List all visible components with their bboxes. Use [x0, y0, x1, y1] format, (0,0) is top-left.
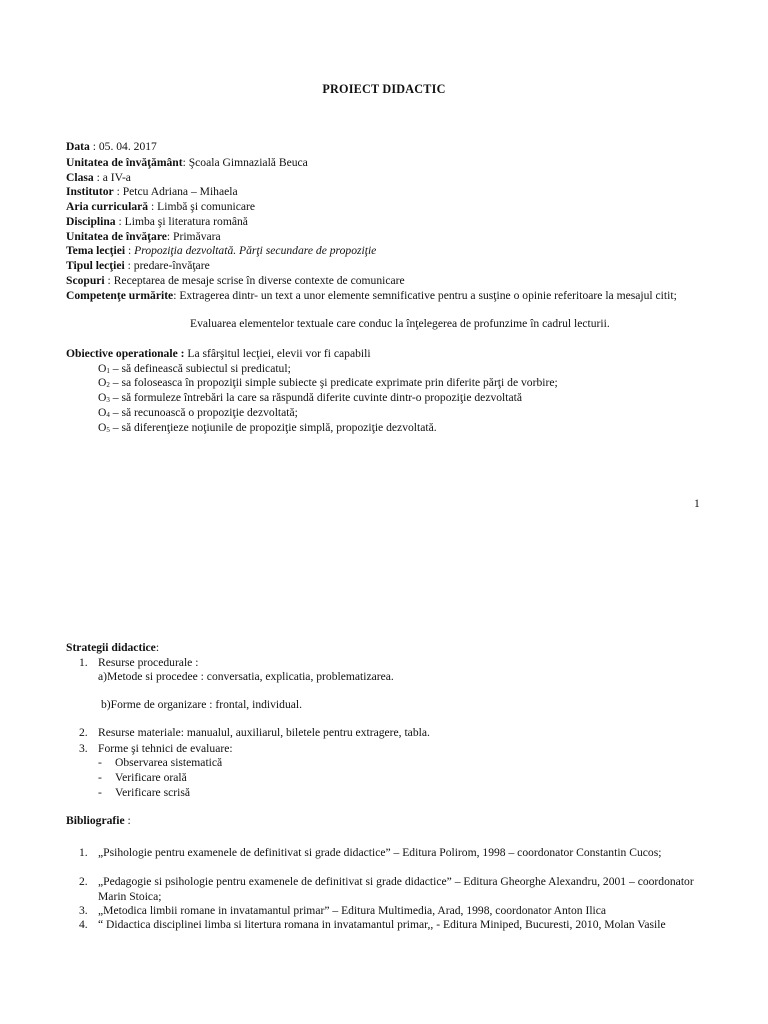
objective-item [98, 375, 558, 390]
field-unitatea-invatare [66, 229, 706, 244]
field-separator: : [115, 215, 125, 228]
field-value: Receptarea de mesaje scrise în diverse contexte de comunicare [113, 274, 405, 287]
field-separator: : [89, 140, 99, 153]
field-label: Clasa [66, 171, 94, 184]
field-separator: : [125, 244, 135, 257]
field-separator: : [113, 185, 123, 198]
page-title: PROIECT DIDACTIC [322, 82, 446, 96]
field-label: Competenţe urmărite [66, 289, 174, 302]
strategies-colon: : [155, 641, 160, 654]
objective-item [98, 405, 298, 420]
objective-index: 5 [106, 426, 110, 434]
evaluation-item: Verificare orală [115, 771, 187, 784]
field-value: Propoziţia dezvoltată. Părţi secundare de propoziţie [134, 244, 377, 257]
strategy-subitem: a)Metode si procedee : conversatia, explicatia, problematizarea. [98, 670, 394, 683]
objective-letter: O [98, 421, 107, 434]
objectives-intro: La sfârşitul lecţiei, elevii vor fi capabili [184, 347, 371, 360]
objective-index: 1 [106, 367, 110, 375]
field-separator: : [93, 171, 103, 184]
list-number: 2. [79, 875, 88, 888]
bibliography-item: “ Didactica disciplinei limba si litertura romana in invatamantul primar,, - Editura Miniped, Bucuresti, 2010, Molan Vasile [98, 918, 666, 931]
strategies-label: Strategii didactice [66, 641, 156, 654]
page-number: 1 [694, 497, 700, 510]
field-competente [66, 288, 686, 303]
objective-text: – să formuleze întrebări la care sa răspundă diferite cuvinte dintr-o propoziţie dezvoltată [109, 391, 523, 404]
objective-text: – să definească subiectul si predicatul; [109, 362, 291, 375]
strategy-item: Resurse procedurale : [98, 656, 199, 669]
objective-letter: O [98, 376, 107, 389]
field-value: Primăvara [173, 230, 221, 243]
evaluation-item: Verificare scrisă [115, 786, 190, 799]
objective-index: 2 [106, 381, 110, 389]
objective-index: 4 [106, 411, 110, 419]
field-label: Unitatea de învăţare [66, 230, 167, 243]
objective-item [98, 420, 437, 435]
field-clasa [66, 170, 706, 185]
objective-text: – sa foloseasca în propoziţii simple subiecte şi predicate exprimate prin diferite părţi de vorbire; [109, 376, 558, 389]
field-competente-continued: Evaluarea elementelor textuale care conduc la înţelegerea de profunzime în cadrul lecturii. [190, 317, 610, 330]
objective-letter: O [98, 391, 107, 404]
bibliography-item: „Metodica limbii romane in invatamantul primar” – Editura Multimedia, Arad, 1998, coordonator Anton Ilica [98, 904, 607, 917]
field-tipul-lectiei [66, 258, 706, 273]
field-value: Limba şi literatura română [124, 215, 248, 228]
objectives-heading [66, 346, 706, 361]
field-label: Tipul lecţiei [66, 259, 125, 272]
strategies-heading [66, 640, 706, 655]
field-separator: : [173, 289, 180, 302]
field-data [66, 139, 706, 154]
field-value: Limbă şi comunicare [157, 200, 256, 213]
bibliography-item: „Psihologie pentru examenele de definitivat si grade didactice” – Editura Polirom, 1998 – coordonator Constantin Cucos; [98, 846, 662, 859]
field-value: Şcoala Gimnazială Beuca [188, 156, 308, 169]
field-tema-lectiei [66, 243, 706, 258]
list-number: 1. [79, 846, 88, 859]
list-dash: - [98, 756, 102, 769]
field-separator: : [182, 156, 189, 169]
field-separator: : [166, 230, 174, 243]
field-value: predare-învăţare [133, 259, 210, 272]
field-institutor [66, 184, 706, 199]
objective-index: 3 [106, 396, 110, 404]
field-value: a IV-a [102, 171, 131, 184]
list-number: 1. [79, 656, 88, 669]
field-label: Data [66, 140, 90, 153]
field-value: Extragerea dintr- un text a unor elemente semnificative pentru a susţine o opinie referitoare la mesajul citit; [179, 289, 677, 302]
field-separator: : [104, 274, 114, 287]
list-number: 3. [79, 742, 88, 755]
field-disciplina [66, 214, 706, 229]
list-dash: - [98, 771, 102, 784]
list-number: 3. [79, 904, 88, 917]
field-label: Unitatea de învăţământ [66, 156, 183, 169]
bibliography-item: „Pedagogie si psihologie pentru examenele de definitivat si grade didactice” – Editura Gheorghe Alexandru, 2001 – coordonator Marin Stoica; [98, 875, 694, 903]
evaluation-item: Observarea sistematică [115, 756, 223, 769]
objective-letter: O [98, 362, 107, 375]
field-scopuri [66, 273, 706, 288]
list-number: 4. [79, 918, 88, 931]
field-label: Disciplina [66, 215, 116, 228]
objective-text: – să diferenţieze noţiunile de propoziţie simplă, propoziţie dezvoltată. [109, 421, 437, 434]
bibliography-label: Bibliografie [66, 814, 125, 827]
objective-letter: O [98, 406, 107, 419]
field-label: Aria curriculară [66, 200, 149, 213]
field-separator: : [148, 200, 158, 213]
field-value: Petcu Adriana – Mihaela [122, 185, 238, 198]
bibliography-heading [66, 813, 706, 828]
field-value: 05. 04. 2017 [98, 140, 157, 153]
field-label: Scopuri [66, 274, 105, 287]
strategy-subitem: b)Forme de organizare : frontal, individual. [101, 698, 303, 711]
objective-item [98, 390, 522, 405]
objective-text: – să recunoască o propoziţie dezvoltată; [109, 406, 298, 419]
field-aria-curriculara [66, 199, 706, 214]
field-separator: : [124, 259, 134, 272]
objectives-label: Obiective operationale : [66, 347, 185, 360]
list-number: 2. [79, 726, 88, 739]
list-dash: - [98, 786, 102, 799]
field-unitatea-invatamant [66, 155, 706, 170]
bibliography-colon: : [124, 814, 131, 827]
objective-item [98, 361, 291, 376]
field-label: Institutor [66, 185, 114, 198]
field-label: Tema lecţiei [66, 244, 126, 257]
strategy-item: Resurse materiale: manualul, auxiliarul, biletele pentru extragere, tabla. [98, 726, 430, 739]
strategy-item: Forme şi tehnici de evaluare: [98, 742, 233, 755]
